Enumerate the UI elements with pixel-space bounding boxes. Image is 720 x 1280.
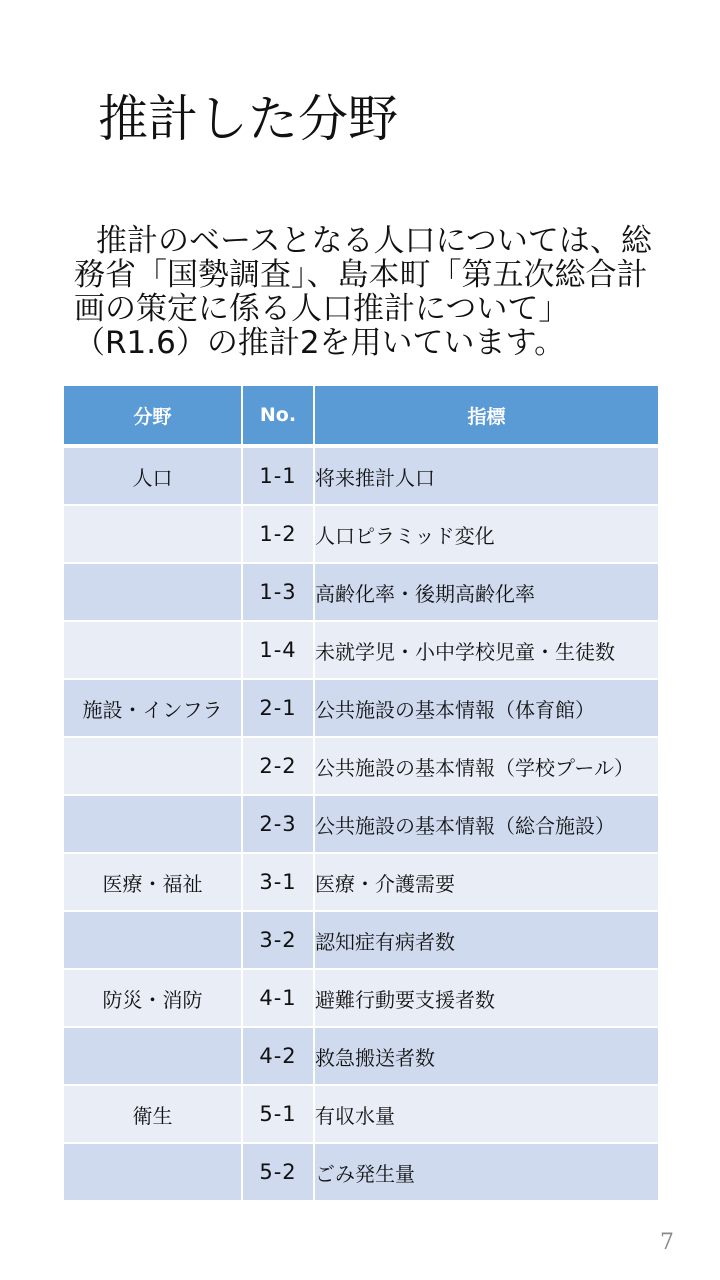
slide-title: 推計した分野	[98, 90, 398, 148]
indicator-cell: ごみ発生量	[314, 1143, 658, 1201]
page-number: 7	[660, 1230, 674, 1255]
category-cell: 施設・インフラ	[64, 679, 242, 737]
intro-paragraph	[74, 224, 674, 360]
category-cell: 防災・消防	[64, 969, 242, 1027]
intro-line: 推計のベースとなる人口については、総	[96, 223, 652, 259]
header-category: 分野	[64, 386, 242, 446]
indicator-cell: 人口ピラミッド変化	[314, 505, 658, 563]
table-row	[64, 446, 658, 505]
category-cell	[64, 563, 242, 621]
table-row	[64, 969, 658, 1027]
indicator-cell: 医療・介護需要	[314, 853, 658, 911]
table-row	[64, 1027, 658, 1085]
intro-line: 務省「国勢調査」、島本町「第五次総合計	[74, 257, 648, 293]
table-row	[64, 679, 658, 737]
number-cell: 2-2	[242, 737, 314, 795]
number-cell: 1-1	[242, 446, 314, 505]
number-cell: 4-1	[242, 969, 314, 1027]
number-cell: 3-1	[242, 853, 314, 911]
category-cell	[64, 1143, 242, 1201]
number-cell: 2-3	[242, 795, 314, 853]
table-row	[64, 1143, 658, 1201]
number-cell: 5-1	[242, 1085, 314, 1143]
category-cell	[64, 505, 242, 563]
intro-line: 画の策定に係る人口推計について」	[74, 291, 570, 327]
indicator-cell: 高齢化率・後期高齢化率	[314, 563, 658, 621]
indicator-cell: 公共施設の基本情報（体育館）	[314, 679, 658, 737]
number-cell: 4-2	[242, 1027, 314, 1085]
table-row	[64, 853, 658, 911]
header-number: No.	[242, 386, 314, 446]
indicator-cell: 公共施設の基本情報（学校プール）	[314, 737, 658, 795]
category-cell: 医療・福祉	[64, 853, 242, 911]
number-cell: 5-2	[242, 1143, 314, 1201]
number-cell: 1-4	[242, 621, 314, 679]
table-row	[64, 563, 658, 621]
intro-line: （R1.6）の推計2を用いています。	[74, 325, 566, 361]
category-cell: 衛生	[64, 1085, 242, 1143]
table-row	[64, 795, 658, 853]
indicator-cell: 有収水量	[314, 1085, 658, 1143]
table-row	[64, 505, 658, 563]
indicator-table	[64, 386, 658, 1202]
table-row	[64, 737, 658, 795]
table-row	[64, 621, 658, 679]
indicator-cell: 将来推計人口	[314, 446, 658, 505]
number-cell: 2-1	[242, 679, 314, 737]
category-cell	[64, 795, 242, 853]
table-row	[64, 911, 658, 969]
indicator-cell: 未就学児・小中学校児童・生徒数	[314, 621, 658, 679]
indicator-cell: 避難行動要支援者数	[314, 969, 658, 1027]
category-cell	[64, 737, 242, 795]
table-row	[64, 1085, 658, 1143]
category-cell	[64, 621, 242, 679]
indicator-cell: 認知症有病者数	[314, 911, 658, 969]
number-cell: 3-2	[242, 911, 314, 969]
indicator-cell: 救急搬送者数	[314, 1027, 658, 1085]
number-cell: 1-3	[242, 563, 314, 621]
number-cell: 1-2	[242, 505, 314, 563]
indicator-cell: 公共施設の基本情報（総合施設）	[314, 795, 658, 853]
table-header-row	[64, 386, 658, 446]
header-indicator: 指標	[314, 386, 658, 446]
category-cell	[64, 1027, 242, 1085]
category-cell	[64, 911, 242, 969]
category-cell: 人口	[64, 446, 242, 505]
